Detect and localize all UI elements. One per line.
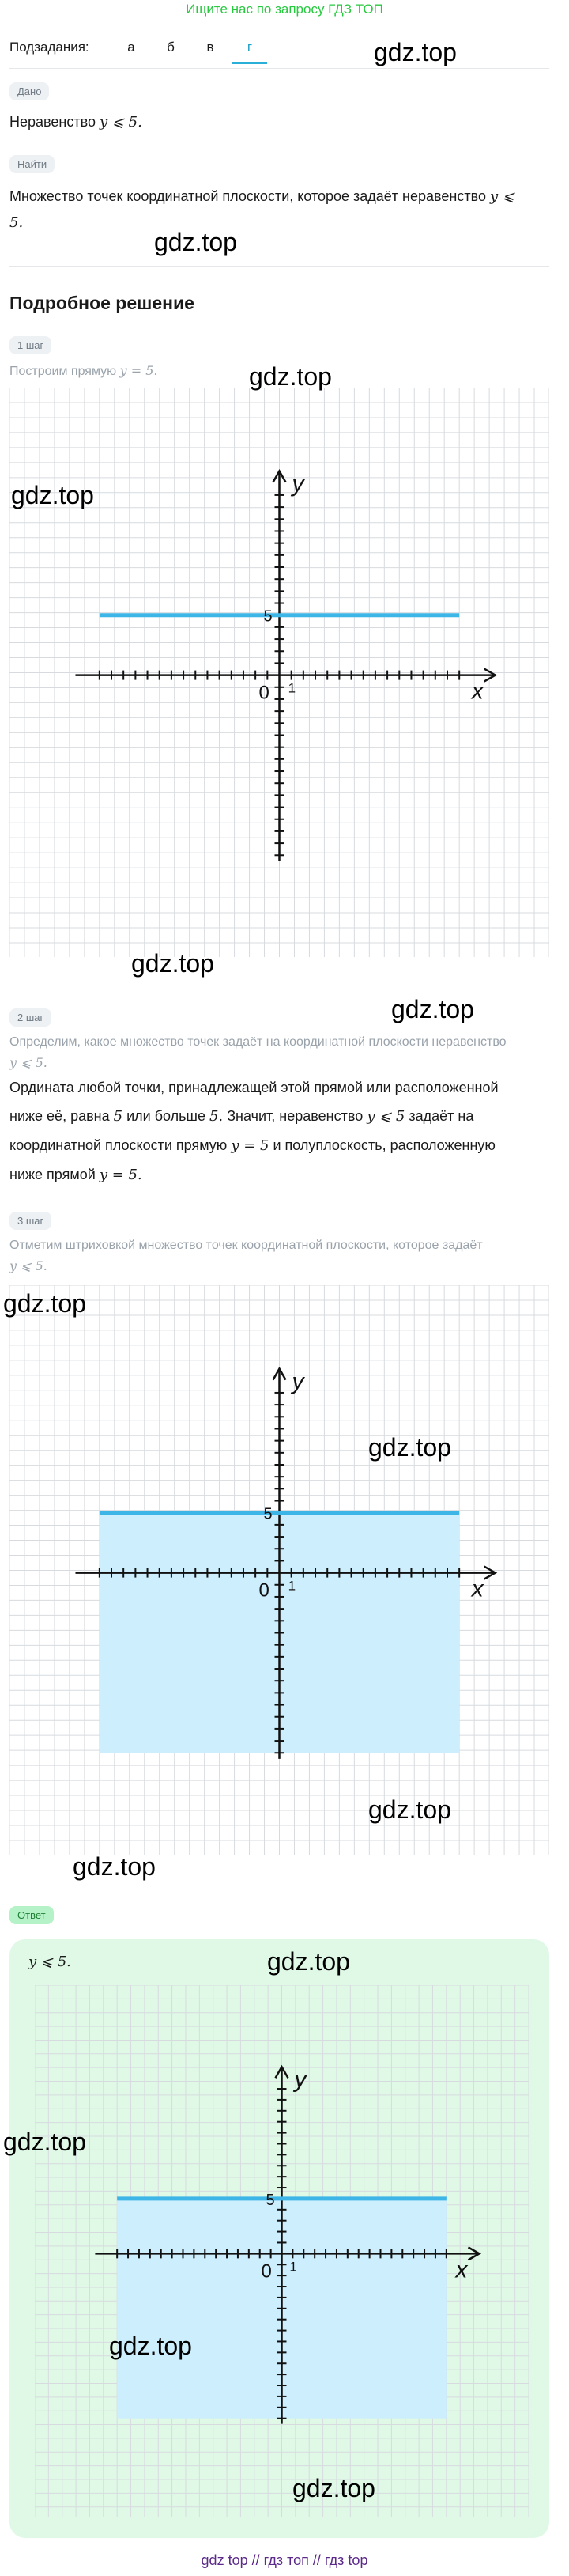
step2-intro (9, 1032, 555, 1074)
y-axis-label: y (292, 471, 304, 497)
step2-line2b: или больше (126, 1108, 205, 1124)
line-value-label: 5 (263, 1505, 273, 1523)
given-badge: Дано (9, 82, 49, 100)
watermark: gdz.top (73, 1852, 156, 1881)
given-math: y ⩽ 5. (99, 114, 142, 131)
tab-g[interactable]: г (247, 40, 253, 55)
x-axis-label: x (471, 1575, 484, 1602)
step1-text (9, 361, 157, 382)
graph-3 (35, 1985, 529, 2517)
step3-math: y ⩽ 5. (9, 1258, 47, 1273)
step3-text (9, 1235, 555, 1277)
find-badge: Найти (9, 155, 55, 173)
footer-links[interactable]: gdz top // гдз топ // гдз top (201, 2552, 368, 2568)
line-value-label: 5 (263, 607, 273, 626)
watermark: gdz.top (11, 481, 94, 509)
watermark: gdz.top (292, 2474, 375, 2502)
origin-label: 0 (258, 1579, 269, 1602)
step2-body (9, 1073, 555, 1190)
step2-badge: 2 шаг (9, 1008, 51, 1027)
subtasks-bar (9, 33, 563, 65)
step1-badge: 1 шаг (9, 336, 51, 354)
watermark: gdz.top (3, 2128, 86, 2156)
step2-line2c: Значит, неравенство (227, 1108, 364, 1124)
divider (9, 266, 549, 267)
step2-intro-math: y ⩽ 5. (9, 1055, 47, 1070)
step2-intro-text: Определим, какое множество точек задаёт на координатной плоскости неравенство (9, 1035, 507, 1049)
find-math-1: y ⩽ (489, 188, 514, 205)
step2-math-b: 5. (209, 1108, 224, 1125)
step2-line1: Ордината любой точки, принадлежащей этой прямой или расположенной (9, 1080, 499, 1095)
step2-line2a: ниже её, равна (9, 1108, 110, 1124)
watermark: gdz.top (368, 1433, 451, 1462)
step3-badge: 3 шаг (9, 1212, 51, 1230)
unit-label: 1 (288, 680, 296, 696)
graph-2 (9, 1285, 549, 1855)
unit-label: 1 (288, 1578, 296, 1594)
watermark: gdz.top (109, 2332, 192, 2360)
find-math-2: 5. (9, 214, 24, 231)
watermark: gdz.top (131, 949, 214, 978)
find-label: Множество точек координатной плоскости, которое задаёт неравенство (9, 188, 486, 204)
y-axis-label: y (292, 1368, 304, 1395)
step1-math: y = 5. (119, 363, 158, 378)
tab-a[interactable]: а (127, 40, 135, 55)
step2-line3a: координатной плоскости прямую (9, 1137, 228, 1153)
tab-b[interactable]: б (167, 40, 175, 55)
solution-title: Подробное решение (9, 293, 194, 313)
search-banner[interactable]: Ищите нас по запросу ГДЗ ТОП (186, 2, 383, 17)
unit-label: 1 (289, 2259, 297, 2275)
watermark: gdz.top (368, 1795, 451, 1824)
step2-math-a: 5 (113, 1108, 123, 1125)
watermark: gdz.top (3, 1289, 86, 1318)
graph-1-svg (9, 388, 549, 957)
divider (9, 68, 549, 69)
graph-3-svg (35, 1985, 529, 2517)
step2-line4a: ниже прямой (9, 1167, 96, 1182)
step2-math-e: y = 5. (99, 1167, 142, 1183)
step1-label: Построим прямую (9, 365, 117, 378)
watermark: gdz.top (391, 995, 474, 1023)
watermark: gdz.top (154, 228, 237, 256)
graph-1 (9, 388, 549, 957)
find-text (9, 183, 555, 236)
given-text (9, 108, 142, 137)
watermark: gdz.top (374, 38, 457, 66)
watermark: gdz.top (249, 362, 332, 391)
origin-label: 0 (258, 682, 269, 704)
answer-badge: Ответ (9, 1906, 54, 1924)
x-axis-label: x (471, 678, 484, 705)
step2-line3b: и полуплоскость, расположенную (273, 1137, 496, 1153)
graph-2-svg (9, 1285, 549, 1855)
x-axis-label: x (455, 2256, 468, 2283)
tab-v[interactable]: в (206, 40, 214, 55)
step2-math-d: y = 5 (231, 1137, 269, 1154)
origin-label: 0 (261, 2260, 272, 2283)
given-label: Неравенство (9, 114, 96, 130)
answer-text (28, 1947, 71, 1976)
step3-label: Отметим штриховкой множество точек координатной плоскости, которое задаёт (9, 1239, 483, 1252)
y-axis-label: y (294, 2067, 307, 2094)
answer-math: y ⩽ 5. (28, 1954, 71, 1970)
step2-line2d: задаёт на (409, 1108, 474, 1124)
watermark: gdz.top (267, 1947, 350, 1976)
line-value-label: 5 (266, 2191, 275, 2209)
active-tab-indicator (232, 62, 267, 64)
subtasks-label: Подзадания: (9, 40, 89, 55)
step2-math-c: y ⩽ 5 (367, 1108, 405, 1125)
